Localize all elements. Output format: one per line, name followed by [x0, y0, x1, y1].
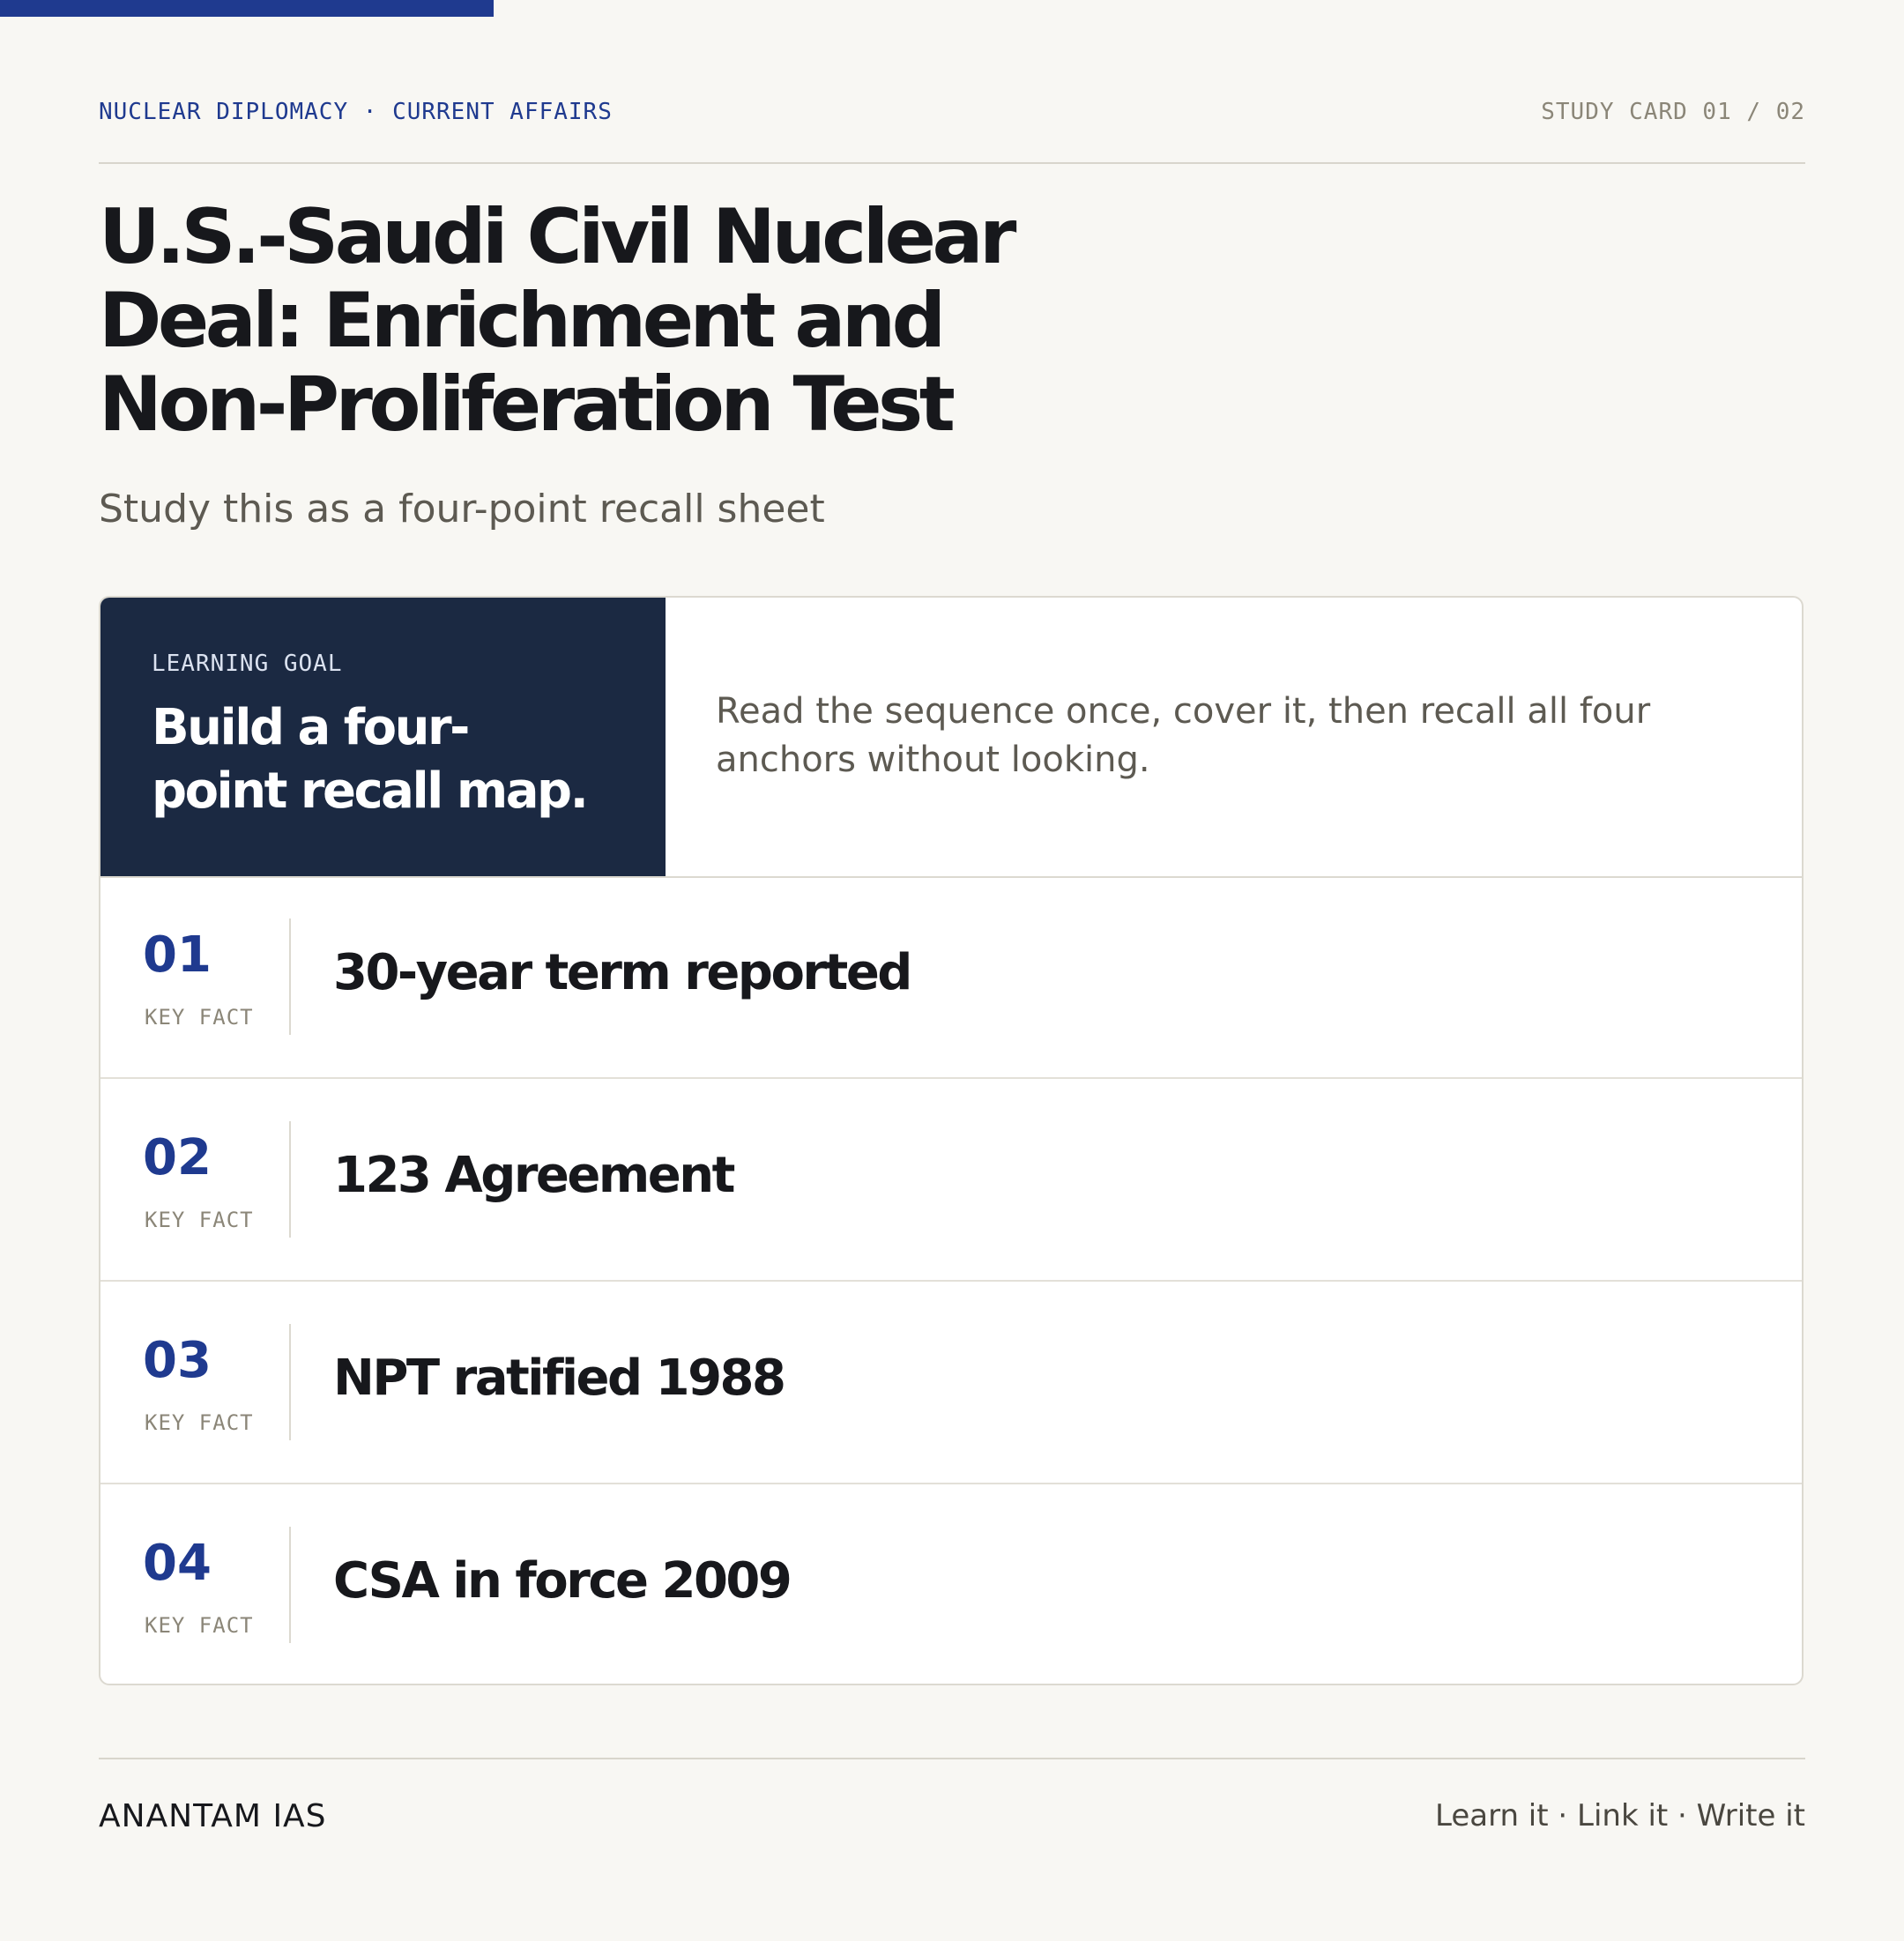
title-line-2: Deal: Enrichment and [99, 277, 942, 365]
fact-text: CSA in force 2009 [333, 1552, 791, 1610]
fact-tag: KEY FACT [145, 1005, 254, 1030]
fact-number: 02 [143, 1129, 212, 1186]
fact-divider [289, 918, 291, 1035]
fact-divider [289, 1324, 291, 1440]
goal-heading-line-2: point recall map. [152, 762, 587, 820]
fact-text: 30-year term reported [333, 944, 911, 1001]
fact-text: 123 Agreement [333, 1147, 733, 1204]
page-subtitle: Study this as a four-point recall sheet [99, 487, 825, 532]
study-card-counter: STUDY CARD 01 / 02 [1541, 99, 1805, 125]
fact-tag: KEY FACT [145, 1208, 254, 1232]
title-line-3: Non-Proliferation Test [99, 361, 952, 449]
fact-divider [289, 1527, 291, 1643]
card-header [99, 99, 1805, 164]
page-title [99, 193, 1121, 449]
top-accent-bar [0, 0, 494, 17]
category-kicker: NUCLEAR DIPLOMACY · CURRENT AFFAIRS [99, 99, 613, 125]
learning-goal-heading [152, 696, 645, 823]
learning-goal-instruction: Read the sequence once, cover it, then recall all four anchors without looking. [716, 691, 1651, 780]
title-line-1: U.S.-Saudi Civil Nuclear [99, 193, 1013, 281]
fact-number: 04 [143, 1535, 212, 1592]
learning-goal-box [100, 598, 666, 876]
fact-row [100, 1282, 1802, 1484]
footer-tagline: Learn it · Link it · Write it [1434, 1798, 1805, 1833]
fact-number: 01 [143, 926, 212, 984]
fact-number: 03 [143, 1332, 212, 1389]
fact-row [100, 1484, 1802, 1685]
fact-text: NPT ratified 1988 [333, 1350, 785, 1407]
fact-tag: KEY FACT [145, 1410, 254, 1435]
brand-name: ANANTAM IAS [99, 1798, 327, 1834]
learning-goal-label: LEARNING GOAL [152, 651, 343, 677]
fact-divider [289, 1121, 291, 1238]
goal-heading-line-1: Build a four- [152, 699, 468, 756]
footer-divider [99, 1758, 1805, 1759]
fact-tag: KEY FACT [145, 1613, 254, 1638]
fact-row [100, 1079, 1802, 1282]
fact-row [100, 876, 1802, 1079]
learning-goal-row [100, 598, 1802, 878]
recall-sheet-panel [99, 596, 1804, 1685]
